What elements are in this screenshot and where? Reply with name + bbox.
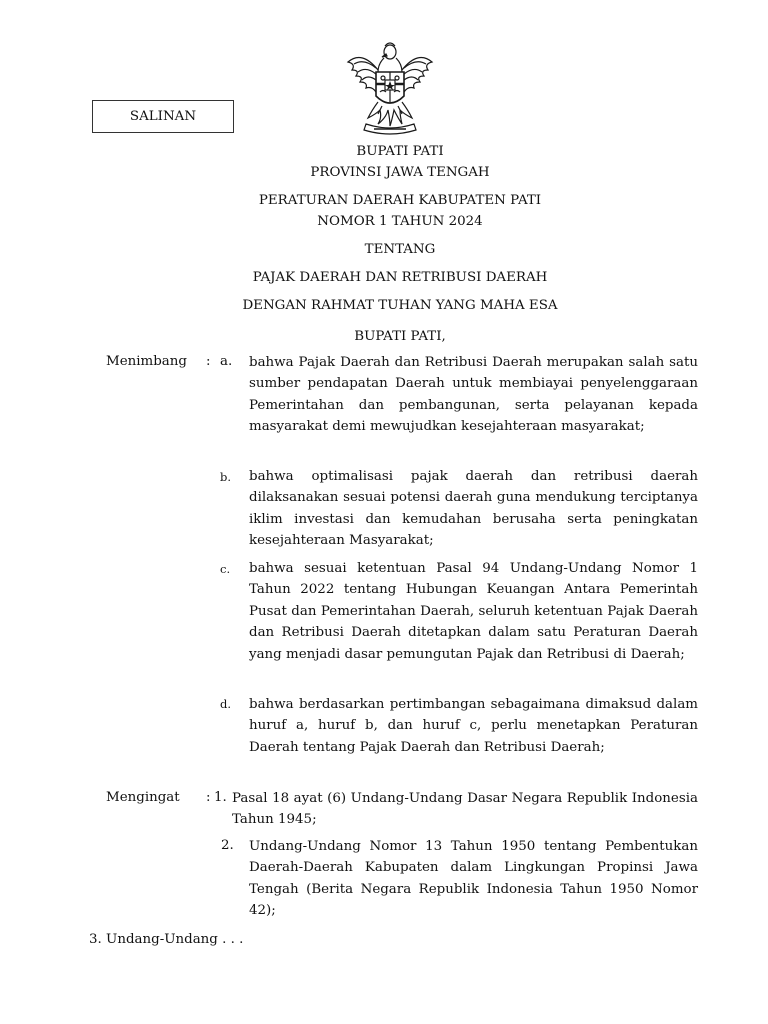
mengingat-item-1: Pasal 18 ayat (6) Undang-Undang Dasar Negara Republik Indonesia Tahun 1945; — [232, 791, 698, 828]
menimbang-colon: : — [206, 354, 211, 369]
menimbang-marker-b: b. — [220, 470, 232, 484]
menimbang-item-b: bahwa optimalisasi pajak daerah dan retribusi daerah dilaksanakan sesuai potensi daerah guna mendukung terciptanya iklim investasi dan kemudahan berusaha serta peningkatan kesejahteraan Masyarakat; — [249, 469, 698, 549]
menimbang-marker-d: d. — [220, 697, 232, 711]
salinan-stamp — [92, 100, 234, 133]
header-provinsi: PROVINSI JAWA TENGAH — [310, 165, 490, 180]
header-judul: PAJAK DAERAH DAN RETRIBUSI DAERAH — [252, 270, 548, 285]
mengingat-marker-1: 1. — [214, 790, 227, 805]
header-peraturan: PERATURAN DAERAH KABUPATEN PATI — [258, 193, 542, 208]
menimbang-item-d: bahwa berdasarkan pertimbangan sebagaimana dimaksud dalam huruf a, huruf b, dan huruf c, perlu menetapkan Peraturan Daerah tentang Pajak Daerah dan Retribusi Daerah; — [249, 697, 698, 755]
mengingat-marker-2: 2. — [221, 838, 234, 853]
menimbang-item-a: bahwa Pajak Daerah dan Retribusi Daerah merupakan salah satu sumber pendapatan Daerah untuk membiayai penyelenggaraan Pemerintahan dan pembangunan, serta pelayanan kepada masyarakat demi mewujudkan kesejahteraan masyarakat; — [249, 355, 698, 435]
menimbang-item-c: bahwa sesuai ketentuan Pasal 94 Undang-Undang Nomor 1 Tahun 2022 tentang Hubungan Keuangan Antara Pemerintah Pusat dan Pemerintahan Daerah, seluruh ketentuan Pajak Daerah dan Retribusi Daerah ditetapkan dalam satu Peraturan Daerah yang menjadi dasar pemungutan Pajak dan Retribusi di Daerah; — [249, 561, 698, 662]
menimbang-marker-a: a. — [220, 354, 233, 369]
garuda-emblem-icon — [342, 40, 438, 138]
mengingat-label: Mengingat — [106, 790, 180, 805]
menimbang-label: Menimbang — [106, 354, 187, 369]
header-nomor: NOMOR 1 TAHUN 2024 — [317, 214, 483, 229]
header-tentang: TENTANG — [364, 242, 436, 257]
continuation-text: 3. Undang-Undang . . . — [89, 932, 244, 947]
header-bupati: BUPATI PATI — [356, 144, 444, 159]
header-rahmat: DENGAN RAHMAT TUHAN YANG MAHA ESA — [242, 298, 558, 313]
mengingat-item-2: Undang-Undang Nomor 13 Tahun 1950 tentang Pembentukan Daerah-Daerah Kabupaten dalam Lingkungan Propinsi Jawa Tengah (Berita Negara Republik Indonesia Tahun 1950 Nomor 42); — [249, 839, 698, 919]
mengingat-colon: : — [206, 790, 211, 805]
salinan-label: SALINAN — [129, 109, 197, 124]
header-bupati-pati: BUPATI PATI, — [354, 329, 446, 344]
menimbang-marker-c: c. — [220, 562, 231, 576]
